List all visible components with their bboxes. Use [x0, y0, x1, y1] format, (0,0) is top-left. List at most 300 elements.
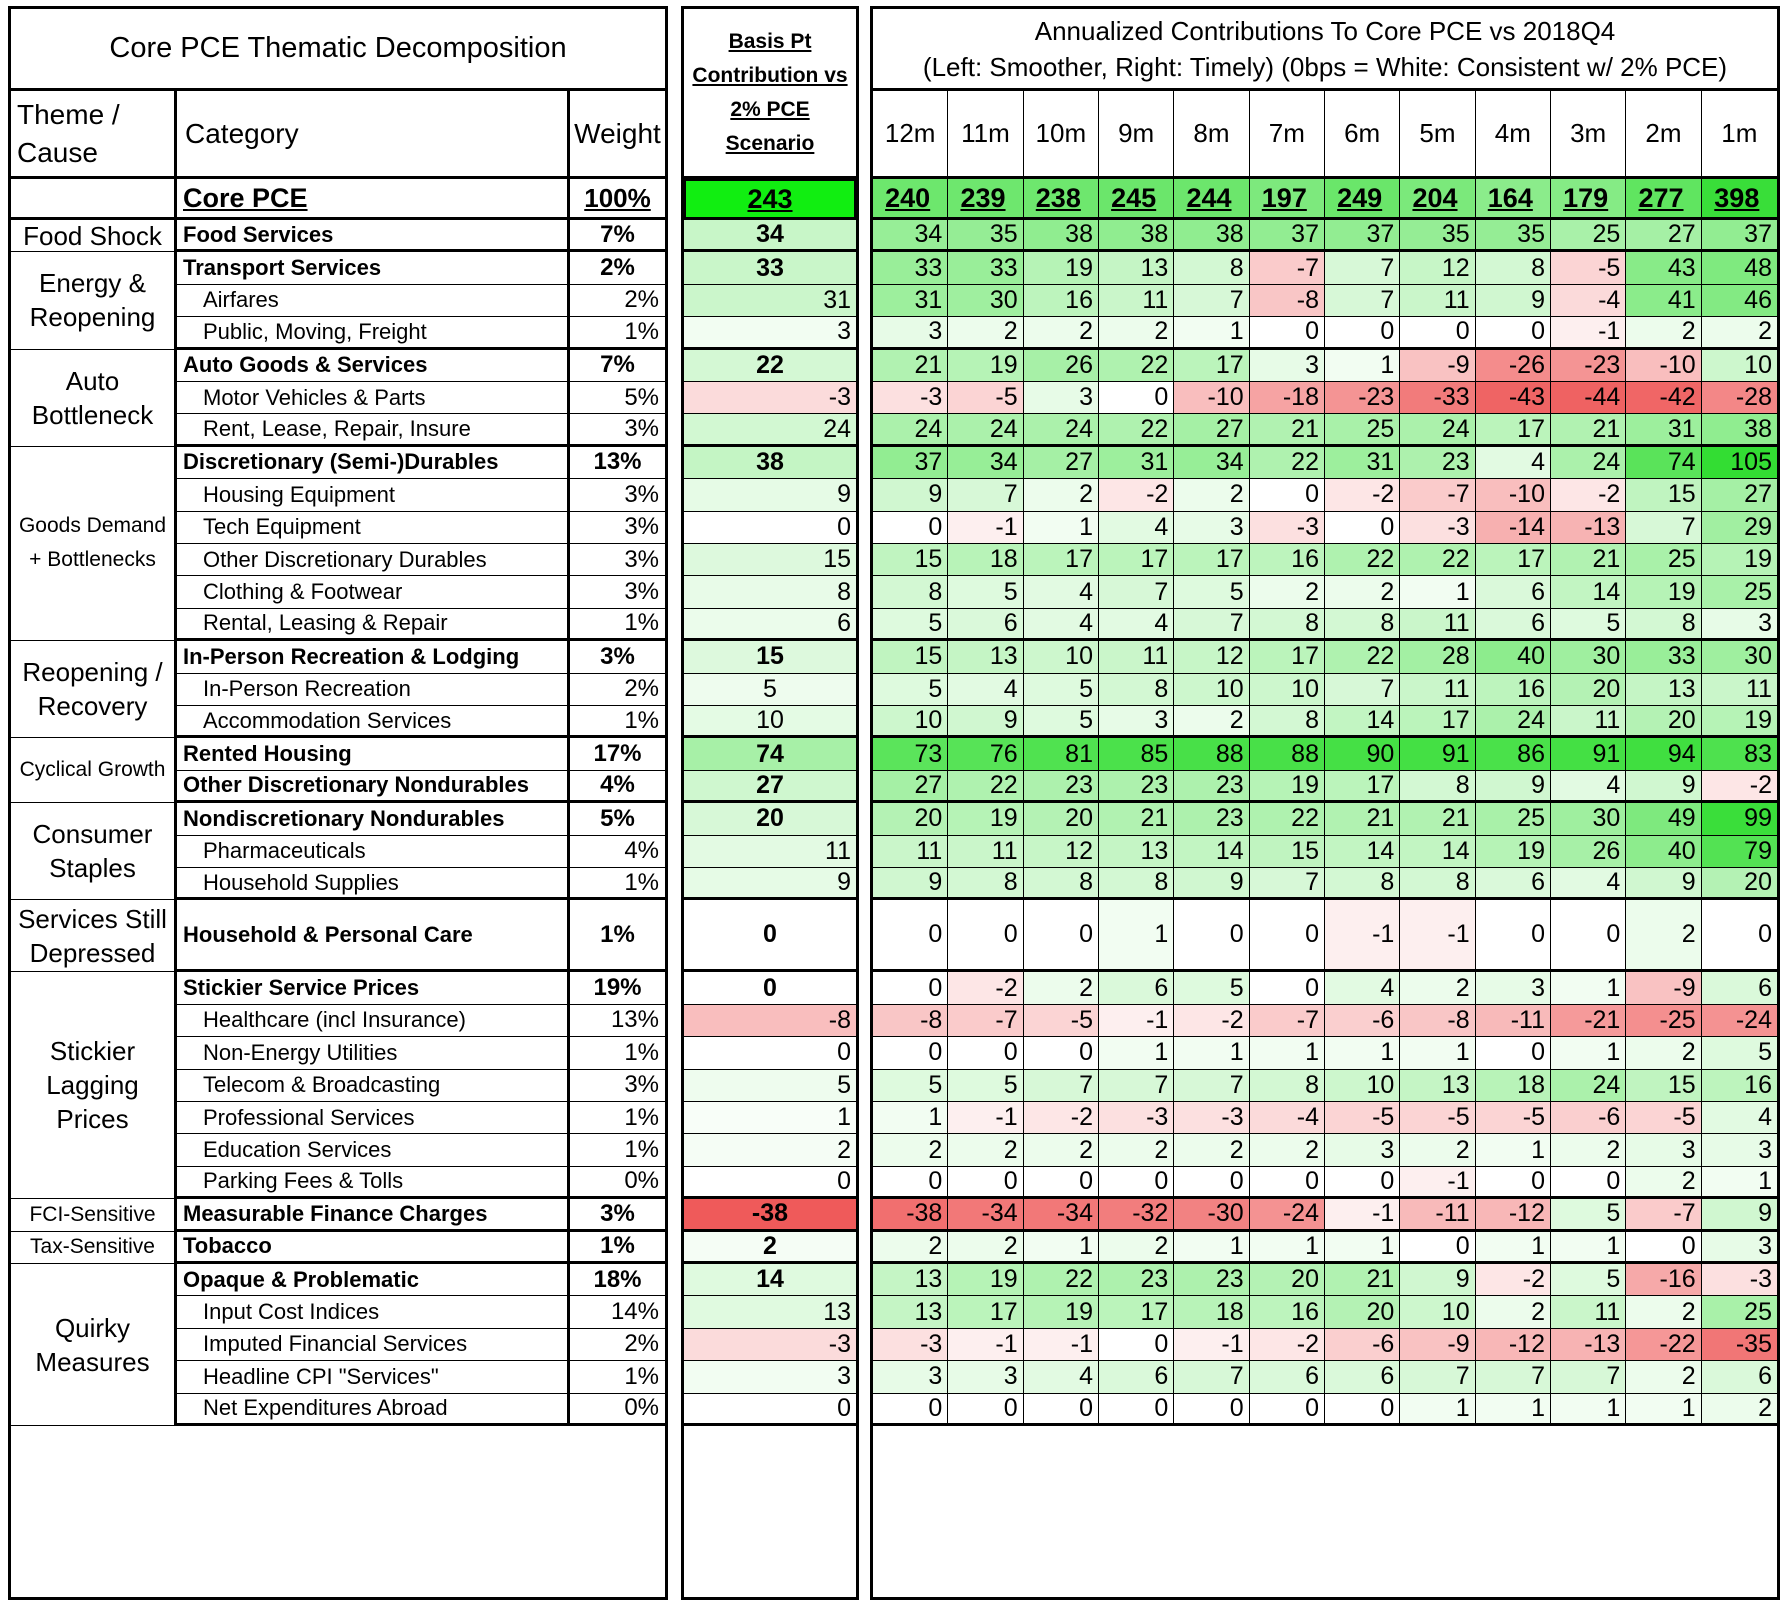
heatmap-cell: 7: [1099, 1070, 1174, 1102]
heatmap-cell: 1: [1024, 1232, 1099, 1264]
heatmap-cell: 2: [873, 1232, 948, 1264]
basis-value: 1: [684, 1102, 856, 1134]
heatmap-cell: 0: [1476, 1167, 1551, 1199]
category-label: Nondiscretionary Nondurables: [177, 803, 570, 835]
heatmap-cell: 0: [1400, 317, 1475, 349]
heatmap-cell: 24: [1476, 706, 1551, 738]
heatmap-cell: 12: [1024, 836, 1099, 868]
theme-cell: Reopening / Recovery: [11, 641, 177, 738]
heatmap-cell: 1: [1325, 350, 1400, 382]
heatmap-cell: -24: [1250, 1199, 1325, 1231]
heatmap-cell: 3: [1476, 972, 1551, 1004]
basis-value: -8: [684, 1005, 856, 1037]
heatmap-cell: 5: [873, 674, 948, 706]
heatmap-cell: 30: [1702, 641, 1777, 673]
heatmap-cell: 24: [873, 414, 948, 446]
heatmap-cell: 1: [1551, 1232, 1626, 1264]
heatmap-cell: 0: [1702, 900, 1777, 972]
heatmap-cell: 10: [1702, 350, 1777, 382]
month-header: 12m: [873, 91, 948, 179]
heatmap-cell: -6: [1551, 1102, 1626, 1134]
heatmap-cell: 2: [948, 1134, 1023, 1166]
heatmap-cell: 8: [1325, 609, 1400, 641]
heatmap-cell: -3: [1400, 512, 1475, 544]
basis-value: 22: [684, 350, 856, 382]
heatmap-cell: 16: [1024, 285, 1099, 317]
heatmap-cell: -7: [1250, 252, 1325, 284]
heatmap-cell: 7: [1325, 285, 1400, 317]
heatmap-title-line-2: (Left: Smoother, Right: Timely) (0bps = White: Consistent w/ 2% PCE): [922, 51, 1728, 82]
heatmap-cell: 0: [1024, 1167, 1099, 1199]
heatmap-cell: 21: [873, 350, 948, 382]
heatmap-cell: -7: [1400, 479, 1475, 511]
heatmap-cell: -8: [1250, 285, 1325, 317]
heatmap-cell: 5: [1174, 576, 1249, 608]
month-header: 3m: [1551, 91, 1626, 179]
category-label: Household Supplies: [177, 868, 570, 900]
heatmap-cell: 13: [1626, 674, 1701, 706]
theme-cell: Food Shock: [11, 220, 177, 252]
theme-cell: Tax-Sensitive: [11, 1232, 177, 1264]
heatmap-cell: 0: [1325, 1167, 1400, 1199]
heatmap-cell: -2: [1325, 479, 1400, 511]
heatmap-cell: 197: [1250, 179, 1325, 220]
heatmap-cell: 23: [1400, 447, 1475, 479]
weight-value: 2%: [570, 252, 665, 284]
heatmap-cell: 4: [1476, 447, 1551, 479]
heatmap-cell: 6: [1476, 868, 1551, 900]
heatmap-cell: 6: [948, 609, 1023, 641]
heatmap-cell: 20: [1250, 1264, 1325, 1296]
heatmap-cell: 31: [1099, 447, 1174, 479]
heatmap-cell: 11: [948, 836, 1023, 868]
heatmap-cell: 4: [1325, 972, 1400, 1004]
category-label: Auto Goods & Services: [177, 350, 570, 382]
heatmap-cell: 0: [1626, 1232, 1701, 1264]
weight-value: 4%: [570, 771, 665, 803]
heatmap-cell: 13: [873, 1296, 948, 1328]
heatmap-cell: 19: [948, 1264, 1023, 1296]
heatmap-cell: 30: [1551, 803, 1626, 835]
category-label: In-Person Recreation & Lodging: [177, 641, 570, 673]
weight-value: 1%: [570, 1232, 665, 1264]
heatmap-cell: 22: [1099, 350, 1174, 382]
category-label: Measurable Finance Charges: [177, 1199, 570, 1231]
heatmap-cell: 46: [1702, 285, 1777, 317]
heatmap-cell: 11: [1400, 609, 1475, 641]
heatmap-cell: 91: [1400, 738, 1475, 770]
category-label: Professional Services: [177, 1102, 570, 1134]
heatmap-cell: 11: [1551, 706, 1626, 738]
heatmap-cell: 8: [1476, 252, 1551, 284]
heatmap-cell: -25: [1626, 1005, 1701, 1037]
heatmap-cell: 1: [1250, 1232, 1325, 1264]
heatmap-cell: 27: [1174, 414, 1249, 446]
basis-value: 3: [684, 1361, 856, 1393]
heatmap-cell: 6: [1099, 1361, 1174, 1393]
heatmap-cell: 21: [1250, 414, 1325, 446]
heatmap-cell: -3: [1174, 1102, 1249, 1134]
heatmap-cell: 9: [1174, 868, 1249, 900]
heatmap-cell: 8: [1174, 252, 1249, 284]
heatmap-cell: 28: [1400, 641, 1475, 673]
heatmap-cell: 8: [873, 576, 948, 608]
weight-value: 1%: [570, 609, 665, 641]
heatmap-cell: 2: [1024, 972, 1099, 1004]
heatmap-cell: -28: [1702, 382, 1777, 414]
heatmap-cell: -4: [1551, 285, 1626, 317]
heatmap-cell: 21: [1400, 803, 1475, 835]
heatmap-cell: 0: [1250, 317, 1325, 349]
heatmap-cell: 0: [1024, 1037, 1099, 1069]
heatmap-cell: -13: [1551, 512, 1626, 544]
basis-value: 9: [684, 479, 856, 511]
heatmap-cell: 0: [948, 1037, 1023, 1069]
heatmap-cell: 2: [948, 317, 1023, 349]
heatmap-cell: -14: [1476, 512, 1551, 544]
heatmap-cell: 1: [1551, 1394, 1626, 1426]
heatmap-cell: 1: [1400, 576, 1475, 608]
heatmap-cell: 38: [1099, 220, 1174, 252]
category-label: Rental, Leasing & Repair: [177, 609, 570, 641]
heatmap-cell: 4: [1551, 771, 1626, 803]
heatmap-cell: -2: [1250, 1329, 1325, 1361]
heatmap-cell: 2: [1174, 479, 1249, 511]
heatmap-cell: 0: [1250, 1167, 1325, 1199]
heatmap-cell: 17: [1476, 544, 1551, 576]
heatmap-cell: 5: [1551, 609, 1626, 641]
heatmap-cell: -2: [1174, 1005, 1249, 1037]
heatmap-cell: 21: [1325, 1264, 1400, 1296]
basis-value: 24: [684, 414, 856, 446]
weight-value: 1%: [570, 1361, 665, 1393]
heatmap-cell: 7: [1174, 1070, 1249, 1102]
heatmap-cell: 27: [873, 771, 948, 803]
category-label: Rent, Lease, Repair, Insure: [177, 414, 570, 446]
heatmap-cell: 15: [1626, 1070, 1701, 1102]
heatmap-cell: 0: [1099, 1167, 1174, 1199]
heatmap-cell: 10: [1325, 1070, 1400, 1102]
heatmap-cell: 37: [1250, 220, 1325, 252]
basis-value: -3: [684, 382, 856, 414]
theme-cell: Quirky Measures: [11, 1264, 177, 1426]
heatmap-cell: 4: [1024, 1361, 1099, 1393]
heatmap-cell: 8: [1325, 868, 1400, 900]
heatmap-cell: 25: [1626, 544, 1701, 576]
heatmap-cell: 8: [1250, 1070, 1325, 1102]
theme-cell: Goods Demand + Bottlenecks: [11, 447, 177, 641]
heatmap-cell: -35: [1702, 1329, 1777, 1361]
basis-value: 0: [684, 1167, 856, 1199]
heatmap-cell: 17: [1400, 706, 1475, 738]
heatmap-cell: 31: [1325, 447, 1400, 479]
weight-value: 4%: [570, 836, 665, 868]
heatmap-cell: 35: [948, 220, 1023, 252]
heatmap-cell: 16: [1476, 674, 1551, 706]
heatmap-cell: 277: [1626, 179, 1701, 220]
basis-value: 0: [684, 972, 856, 1004]
category-label: Rented Housing: [177, 738, 570, 770]
heatmap-cell: 5: [873, 1070, 948, 1102]
heatmap-cell: 29: [1702, 512, 1777, 544]
heatmap-cell: 2: [1174, 706, 1249, 738]
heatmap-cell: 17: [1099, 1296, 1174, 1328]
heatmap-cell: 3: [1702, 609, 1777, 641]
theme-cell: Cyclical Growth: [11, 738, 177, 803]
heatmap-cell: 24: [1551, 447, 1626, 479]
category-label: Airfares: [177, 285, 570, 317]
heatmap-cell: -12: [1476, 1329, 1551, 1361]
theme-cell: FCI-Sensitive: [11, 1199, 177, 1231]
heatmap-cell: 7: [1099, 576, 1174, 608]
basis-value: 74: [684, 738, 856, 770]
heatmap-cell: 35: [1400, 220, 1475, 252]
month-header: 4m: [1476, 91, 1551, 179]
heatmap-cell: 41: [1626, 285, 1701, 317]
heatmap-cell: 8: [1250, 706, 1325, 738]
heatmap-cell: 11: [873, 836, 948, 868]
heatmap-cell: -2: [1099, 479, 1174, 511]
basis-value: 0: [684, 1037, 856, 1069]
heatmap-cell: 0: [1174, 1394, 1249, 1426]
heatmap-cell: 22: [1024, 1264, 1099, 1296]
heatmap-cell: 11: [1400, 285, 1475, 317]
month-header: 7m: [1250, 91, 1325, 179]
heatmap-cell: 4: [1024, 576, 1099, 608]
heatmap-cell: 13: [1099, 836, 1174, 868]
heatmap-cell: 24: [1400, 414, 1475, 446]
category-label: Core PCE: [177, 179, 570, 220]
heatmap-cell: 6: [1250, 1361, 1325, 1393]
heatmap-cell: 3: [1174, 512, 1249, 544]
heatmap-cell: 0: [873, 1037, 948, 1069]
heatmap-cell: 1: [1099, 900, 1174, 972]
basis-value: 8: [684, 576, 856, 608]
category-label: Education Services: [177, 1134, 570, 1166]
heatmap-cell: 8: [1400, 771, 1475, 803]
theme-cell: Consumer Staples: [11, 803, 177, 900]
heatmap-cell: 1: [1325, 1037, 1400, 1069]
heatmap-cell: -5: [1024, 1005, 1099, 1037]
heatmap-cell: 10: [873, 706, 948, 738]
heatmap-cell: -18: [1250, 382, 1325, 414]
category-label: Food Services: [177, 220, 570, 252]
basis-value: 2: [684, 1134, 856, 1166]
heatmap-cell: 38: [1024, 220, 1099, 252]
heatmap-cell: -1: [948, 1329, 1023, 1361]
category-label: Opaque & Problematic: [177, 1264, 570, 1296]
heatmap-cell: 7: [1174, 1361, 1249, 1393]
heatmap-cell: 33: [873, 252, 948, 284]
heatmap-cell: 34: [873, 220, 948, 252]
heatmap-cell: -2: [1024, 1102, 1099, 1134]
heatmap-cell: 23: [1174, 1264, 1249, 1296]
heatmap-cell: 2: [1099, 1134, 1174, 1166]
heatmap-cell: 27: [1702, 479, 1777, 511]
heatmap-cell: 20: [1626, 706, 1701, 738]
category-label: Public, Moving, Freight: [177, 317, 570, 349]
heatmap-cell: 21: [1551, 544, 1626, 576]
heatmap-cell: 6: [1325, 1361, 1400, 1393]
heatmap-cell: 7: [1476, 1361, 1551, 1393]
heatmap-cell: -44: [1551, 382, 1626, 414]
heatmap-cell: 2: [1626, 900, 1701, 972]
heatmap-cell: 1: [1250, 1037, 1325, 1069]
heatmap-cell: 17: [1476, 414, 1551, 446]
heatmap-cell: 2: [1702, 1394, 1777, 1426]
heatmap-cell: 19: [1702, 706, 1777, 738]
heatmap-cell: 20: [1702, 868, 1777, 900]
heatmap-cell: 164: [1476, 179, 1551, 220]
heatmap-cell: -8: [873, 1005, 948, 1037]
heatmap-cell: 4: [1099, 609, 1174, 641]
heatmap-cell: 0: [1250, 1394, 1325, 1426]
basis-value: -38: [684, 1199, 856, 1231]
heatmap-cell: -5: [1551, 252, 1626, 284]
category-label: Transport Services: [177, 252, 570, 284]
heatmap-cell: 1: [1476, 1134, 1551, 1166]
heatmap-cell: 40: [1476, 641, 1551, 673]
heatmap-cell: -7: [1626, 1199, 1701, 1231]
heatmap-cell: 2: [1250, 576, 1325, 608]
category-label: Imputed Financial Services: [177, 1329, 570, 1361]
heatmap-cell: 0: [1250, 900, 1325, 972]
heatmap-cell: 0: [1325, 317, 1400, 349]
heatmap-cell: 0: [948, 1394, 1023, 1426]
heatmap-cell: 48: [1702, 252, 1777, 284]
heatmap-cell: -1: [1024, 1329, 1099, 1361]
heatmap-cell: -24: [1702, 1005, 1777, 1037]
heatmap-cell: 33: [1626, 641, 1701, 673]
weight-value: 14%: [570, 1296, 665, 1328]
category-label: Headline CPI "Services": [177, 1361, 570, 1393]
heatmap-cell: 0: [873, 900, 948, 972]
weight-value: 0%: [570, 1167, 665, 1199]
heatmap-cell: 3: [873, 317, 948, 349]
heatmap-cell: -5: [948, 382, 1023, 414]
heatmap-cell: -6: [1325, 1005, 1400, 1037]
heatmap-cell: 19: [1024, 252, 1099, 284]
heatmap-cell: 1: [1476, 1394, 1551, 1426]
table-title: Core PCE Thematic Decomposition: [11, 9, 665, 91]
basis-value: 5: [684, 674, 856, 706]
heatmap-cell: 31: [1626, 414, 1701, 446]
basis-value: 3: [684, 317, 856, 349]
heatmap-cell: 73: [873, 738, 948, 770]
heatmap-cell: 0: [948, 900, 1023, 972]
heatmap-cell: 21: [1551, 414, 1626, 446]
heatmap-cell: 0: [1024, 1394, 1099, 1426]
heatmap-cell: 94: [1626, 738, 1701, 770]
heatmap-cell: 0: [1325, 512, 1400, 544]
heatmap-cell: -10: [1476, 479, 1551, 511]
weight-value: 13%: [570, 1005, 665, 1037]
month-header: 10m: [1024, 91, 1099, 179]
heatmap-cell: 8: [1099, 674, 1174, 706]
heatmap-cell: -5: [1400, 1102, 1475, 1134]
basis-value: 15: [684, 544, 856, 576]
heatmap-cell: 10: [1250, 674, 1325, 706]
heatmap-cell: 0: [1476, 1037, 1551, 1069]
heatmap-cell: 4: [948, 674, 1023, 706]
heatmap-cell: 2: [1024, 1134, 1099, 1166]
heatmap-cell: 2: [1024, 317, 1099, 349]
heatmap-cell: 2: [1626, 1296, 1701, 1328]
heatmap-cell: 1: [1551, 1037, 1626, 1069]
weight-value: 1%: [570, 1102, 665, 1134]
heatmap-cell: 34: [1174, 447, 1249, 479]
heatmap-cell: 3: [1702, 1134, 1777, 1166]
heatmap-cell: 23: [1174, 771, 1249, 803]
category-label: In-Person Recreation: [177, 674, 570, 706]
heatmap-cell: 11: [1099, 641, 1174, 673]
basis-value: 20: [684, 803, 856, 835]
heatmap-cell: -3: [1702, 1264, 1777, 1296]
heatmap-cell: -1: [1325, 900, 1400, 972]
heatmap-cell: 6: [1702, 1361, 1777, 1393]
heatmap-cell: 4: [1551, 868, 1626, 900]
heatmap-cell: 179: [1551, 179, 1626, 220]
weight-value: 18%: [570, 1264, 665, 1296]
heatmap-cell: 15: [873, 544, 948, 576]
heatmap-cell: -34: [1024, 1199, 1099, 1231]
category-label: Parking Fees & Tolls: [177, 1167, 570, 1199]
heatmap-cell: 5: [1551, 1199, 1626, 1231]
heatmap-cell: 1: [1476, 1232, 1551, 1264]
heatmap-cell: 12: [1174, 641, 1249, 673]
weight-value: 100%: [570, 179, 665, 220]
heatmap-cell: -34: [948, 1199, 1023, 1231]
heatmap-cell: 0: [1099, 382, 1174, 414]
heatmap-cell: 0: [1024, 900, 1099, 972]
heatmap-cell: 31: [873, 285, 948, 317]
heatmap-cell: 49: [1626, 803, 1701, 835]
heatmap-cell: 38: [1174, 220, 1249, 252]
weight-value: 3%: [570, 479, 665, 511]
heatmap-cell: 10: [1024, 641, 1099, 673]
heatmap-cell: 0: [1174, 1167, 1249, 1199]
heatmap-cell: 18: [1174, 1296, 1249, 1328]
heatmap-cell: 14: [1551, 576, 1626, 608]
category-column-header: Category: [177, 91, 570, 179]
category-label: Motor Vehicles & Parts: [177, 382, 570, 414]
heatmap-cell: 7: [1325, 674, 1400, 706]
heatmap-cell: 6: [1702, 972, 1777, 1004]
heatmap-cell: -1: [1325, 1199, 1400, 1231]
heatmap-cell: 81: [1024, 738, 1099, 770]
heatmap-cell: 88: [1250, 738, 1325, 770]
heatmap-cell: 26: [1024, 350, 1099, 382]
heatmap-cell: -7: [1250, 1005, 1325, 1037]
heatmap-cell: 0: [873, 1167, 948, 1199]
heatmap-cell: 8: [1400, 868, 1475, 900]
category-label: Household & Personal Care: [177, 900, 570, 972]
heatmap-cell: 24: [1551, 1070, 1626, 1102]
heatmap-cell: 22: [1250, 447, 1325, 479]
weight-value: 1%: [570, 1134, 665, 1166]
heatmap-cell: 1: [1400, 1394, 1475, 1426]
heatmap-cell: -9: [1400, 1329, 1475, 1361]
heatmap-cell: 6: [1476, 609, 1551, 641]
weight-value: 0%: [570, 1394, 665, 1426]
heatmap-cell: 14: [1174, 836, 1249, 868]
heatmap-cell: 7: [1400, 1361, 1475, 1393]
heatmap-cell: 10: [1400, 1296, 1475, 1328]
heatmap-cell: 3: [948, 1361, 1023, 1393]
heatmap-cell: 17: [1174, 544, 1249, 576]
heatmap-cell: 9: [873, 479, 948, 511]
month-header: 2m: [1626, 91, 1701, 179]
